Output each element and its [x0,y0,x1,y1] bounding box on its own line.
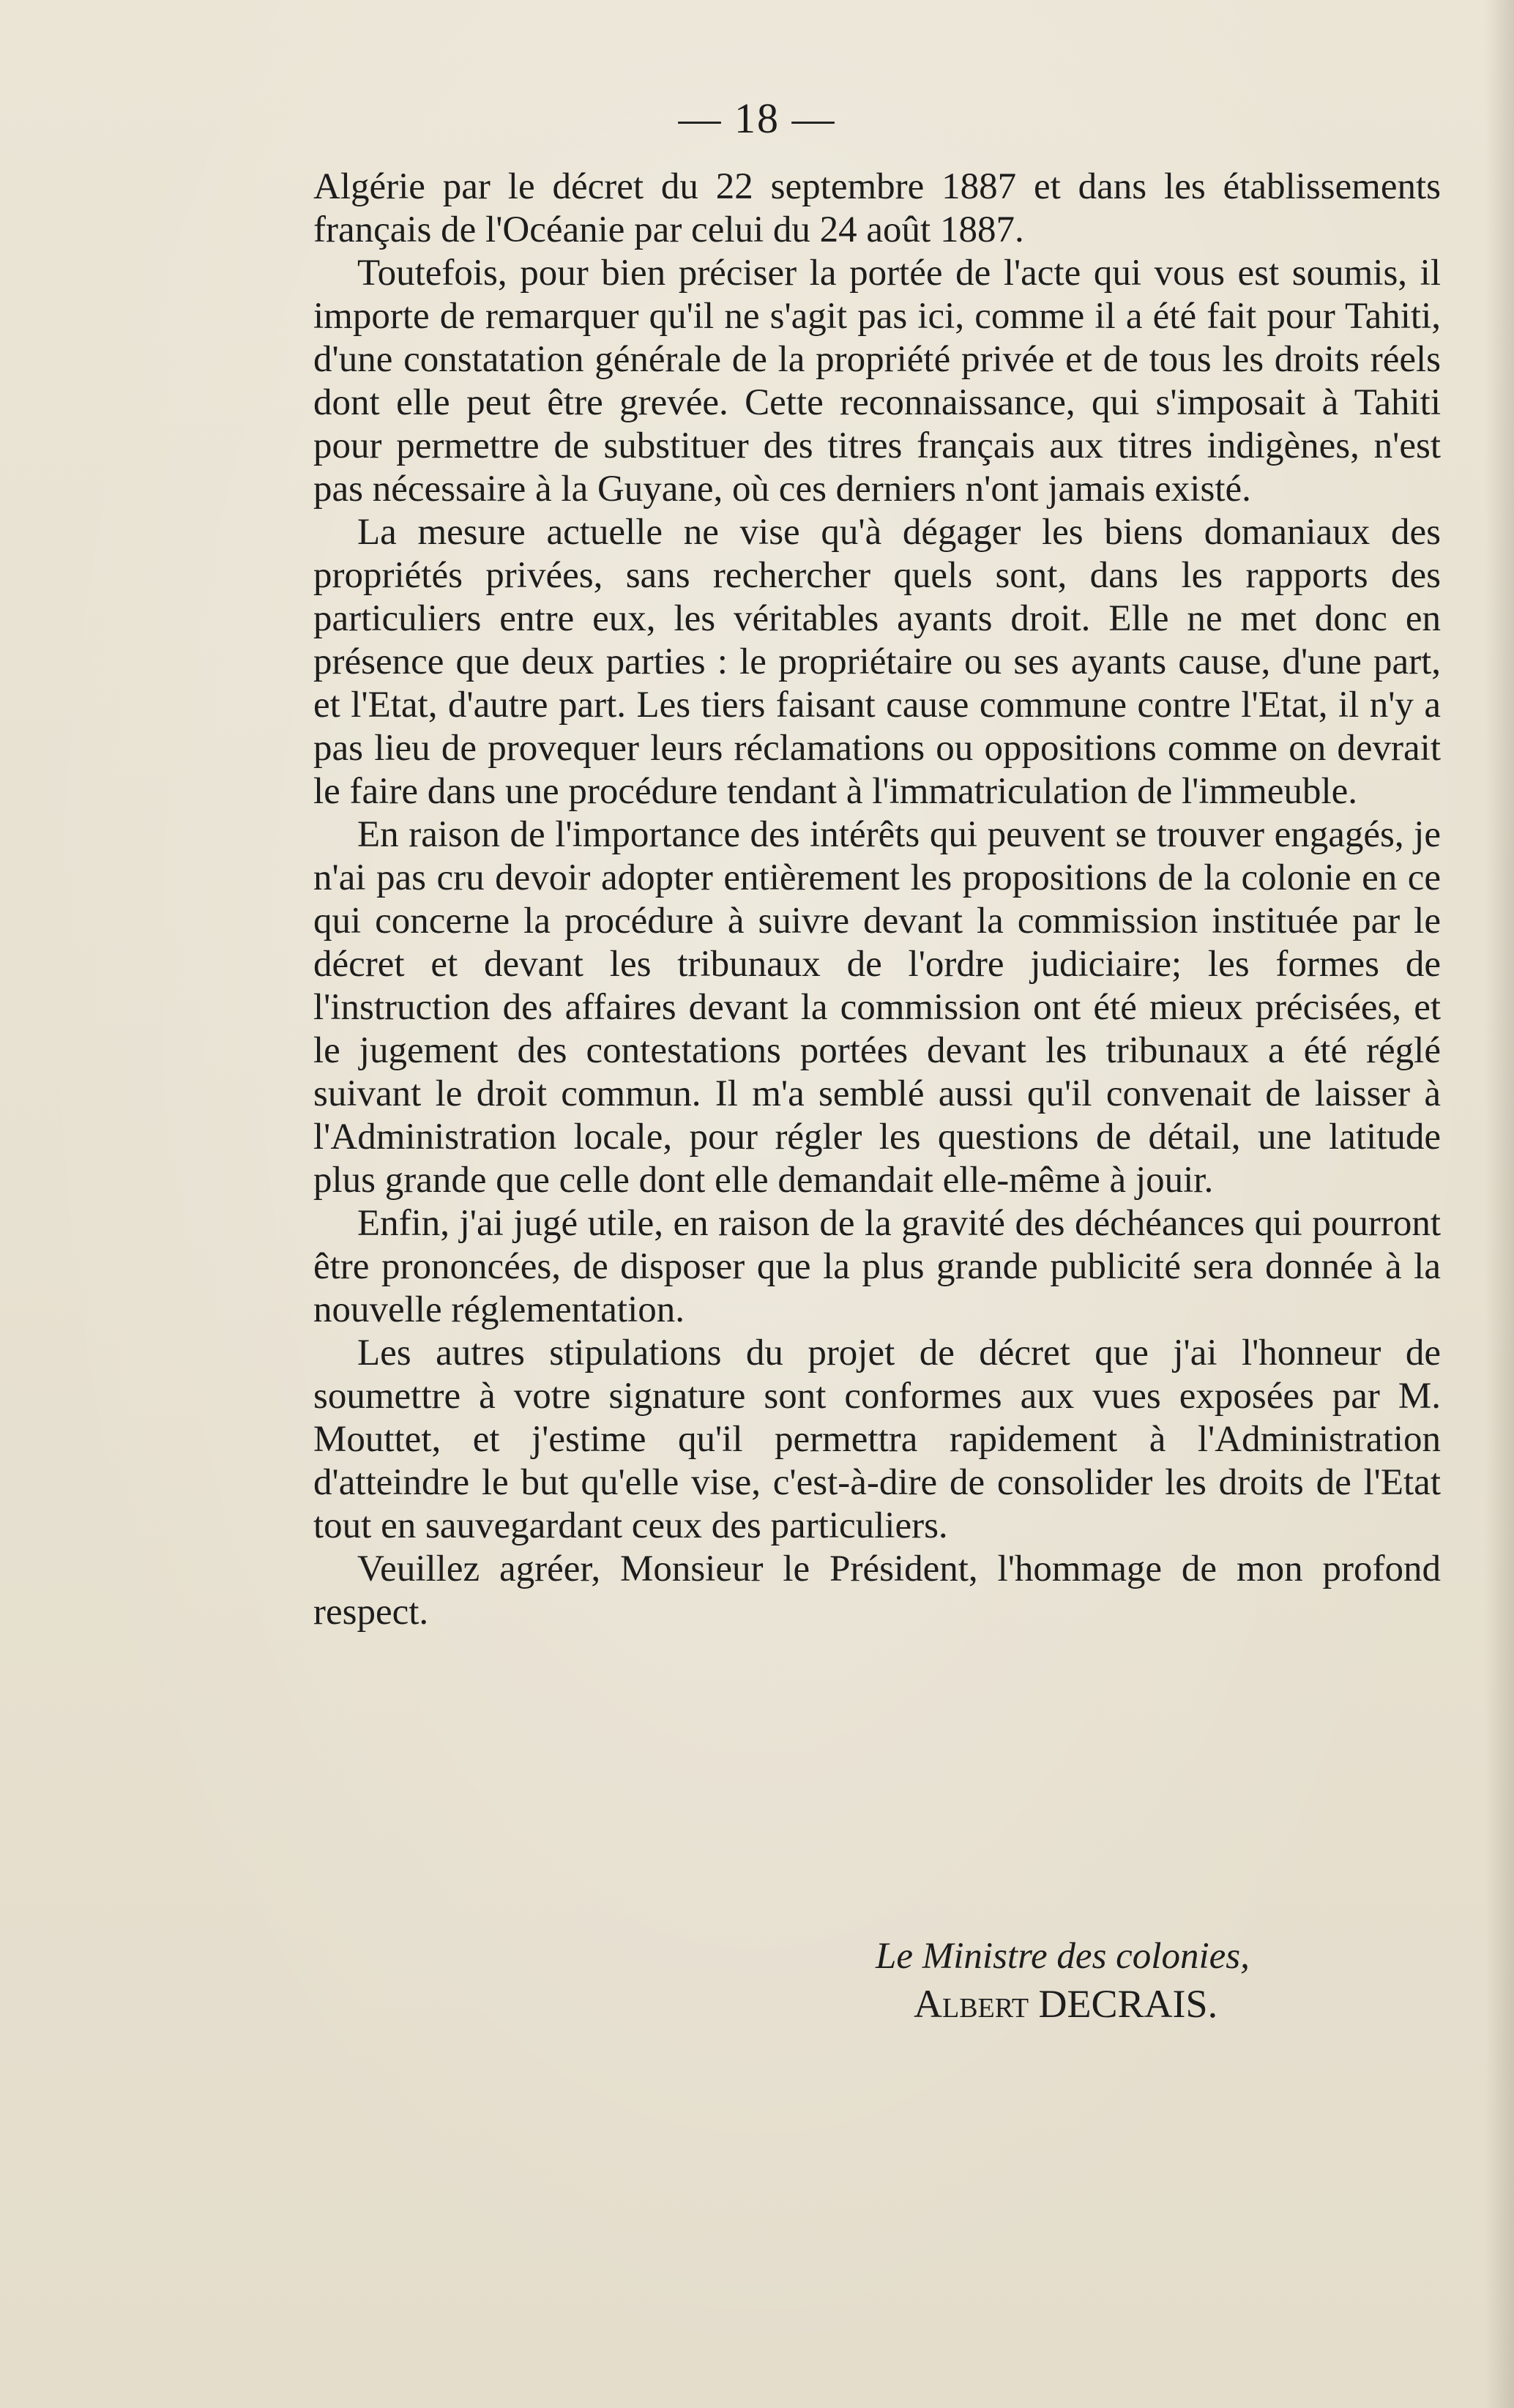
signatory-title: Le Ministre des colonies, [876,1936,1250,1977]
signatory-surname: DECRAIS. [1038,1982,1218,2026]
page-edge-shadow [1485,0,1514,2408]
paragraph: Enfin, j'ai jugé utile, en raison de la gravité des déchéances qui pourront être prononcées, de disposer que la plus grande publicité sera donnée à la nouvelle réglementation. [313,1203,1441,1330]
paragraph: En raison de l'importance des intérêts qui peuvent se trouver engagés, je n'ai pas cru devoir adopter entièrement les propositions de la colonie en ce qui concerne la procédure à suivre devant la commission instituée par le décret et devant les tribunaux de l'ordre judiciaire; les formes de l'instruction des affaires devant la commission ont été mieux précisées, et le jugement des contestations portées devant les tribunaux a été réglé suivant le droit commun. Il m'a semblé aussi qu'il convenait de laisser à l'Administration locale, pour régler les questions de détail, une latitude plus grande que celle dont elle demandait elle-même à jouir. [313,814,1441,1201]
signatory-first-name: Albert [914,1982,1029,2026]
paragraph: La mesure actuelle ne vise qu'à dégager les biens domaniaux des propriétés privées, sans rechercher quels sont, dans les rapports des particuliers entre eux, les véritables ayants droit. Elle ne met donc en présence que deux parties : le propriétaire ou ses ayants cause, d'une part, et l'Etat, d'autre part. Les tiers faisant cause commune contre l'Etat, il n'y a pas lieu de provequer leurs réclamations ou oppositions comme on devrait le faire dans une procédure tendant à l'immatriculation de l'immeuble. [313,512,1441,812]
signature-block [876,1933,1250,2028]
page-number: — 18 — [678,94,836,142]
closing-formula: Veuillez agréer, Monsieur le Président, l'hommage de mon profond respect. [313,1548,1441,1633]
paragraph-continuation: Algérie par le décret du 22 septembre 1887 et dans les établissements français de l'Océanie par celui du 24 août 1887. [313,166,1441,250]
paragraph: Les autres stipulations du projet de décret que j'ai l'honneur de soumettre à votre signature sont conformes aux vues exposées par M. Mouttet, et j'estime qu'il permettra rapidement à l'Administration d'atteindre le but qu'elle vise, c'est-à-dire de consolider les droits de l'Etat tout en sauvegardant ceux des particuliers. [313,1332,1441,1546]
signatory-name [914,1980,1250,2028]
letter-body [313,165,1441,1634]
paragraph: Toutefois, pour bien préciser la portée de l'acte qui vous est soumis, il importe de remarquer qu'il ne s'agit pas ici, comme il a été fait pour Tahiti, d'une constatation générale de la propriété privée et de tous les droits réels dont elle peut être grevée. Cette reconnaissance, qui s'imposait à Tahiti pour permettre de substituer des titres français aux titres indigènes, n'est pas nécessaire à la Guyane, où ces derniers n'ont jamais existé. [313,253,1441,510]
